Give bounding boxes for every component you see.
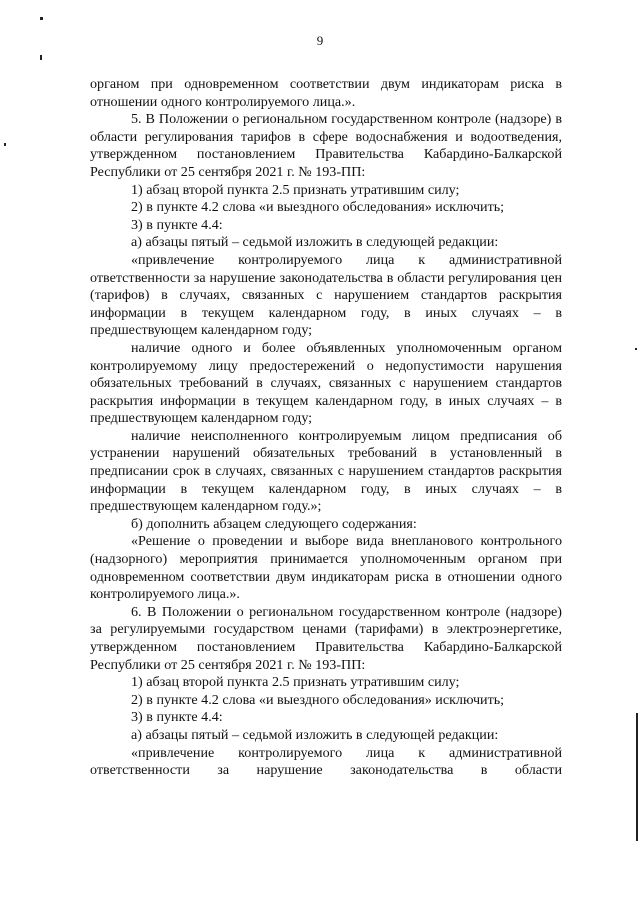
paragraph: органом при одновременном соответствии двум индикаторам риска в отношении одного контролируемого лица.».	[90, 76, 562, 110]
paragraph: наличие неисполненного контролируемым лицом предписания об устранении нарушений обязательных требований в установленный в предписании срок в случаях, связанных с нарушением стандартов раскрытия информации в текущем календарном году, в иных случаях – в предшествующем календарном году.»;	[90, 427, 562, 515]
paragraph: 1) абзац второй пункта 2.5 признать утратившим силу;	[131, 181, 460, 198]
paragraph: 1) абзац второй пункта 2.5 признать утратившим силу;	[131, 674, 460, 691]
scan-artifact	[40, 17, 43, 20]
paragraph: «привлечение контролируемого лица к административной ответственности за нарушение законодательства в области	[90, 744, 562, 779]
paragraph: 2) в пункте 4.2 слова «и выездного обследования» исключить;	[131, 199, 505, 216]
paragraph: 5. В Положении о региональном государственном контроле (надзоре) в области регулирования тарифов в сфере водоснабжения и водоотведения, утвержденном постановлением Правительства Кабардино-Балкарской Республики от 25 сентября 2021 г. № 193-ПП:	[90, 111, 562, 180]
scan-artifact	[4, 143, 6, 146]
page-number: 9	[316, 33, 324, 48]
paragraph: б) дополнить абзацем следующего содержания:	[131, 515, 417, 532]
margin-bar	[636, 713, 638, 841]
paragraph: а) абзацы пятый – седьмой изложить в следующей редакции:	[131, 234, 499, 251]
scan-artifact	[40, 55, 42, 60]
paragraph: «Решение о проведении и выборе вида внепланового контрольного (надзорного) мероприятия принимается уполномоченным органом при одновременном соответствии двум индикаторам риска в отношении одного контролируемого лица.».	[90, 533, 562, 603]
document-body	[90, 76, 562, 780]
paragraph: 6. В Положении о региональном государственном контроле (надзоре) за регулируемыми государством ценами (тарифами) в электроэнергетике, утвержденном постановлением Правительства Кабардино-Балкарской Республики от 25 сентября 2021 г. № 193-ПП:	[90, 603, 562, 673]
paragraph: а) абзацы пятый – седьмой изложить в следующей редакции:	[131, 726, 499, 743]
paragraph: 3) в пункте 4.4:	[131, 216, 223, 233]
paragraph: «привлечение контролируемого лица к административной ответственности за нарушение законодательства в области регулирования цен (тарифов) в случаях, связанных с нарушением стандартов раскрытия информации в текущем календарном году, в иных случаях – в предшествующем календарном году;	[90, 251, 562, 339]
paragraph: наличие одного и более объявленных уполномоченным органом контролируемому лицу предостережений о недопустимости нарушения обязательных требований в случаях, связанных с нарушением стандартов раскрытия информации в текущем календарном году, в иных случаях – в предшествующем календарном году;	[90, 339, 562, 427]
paragraph: 2) в пункте 4.2 слова «и выездного обследования» исключить;	[131, 691, 505, 708]
scan-artifact	[635, 348, 637, 350]
paragraph: 3) в пункте 4.4:	[131, 709, 223, 726]
